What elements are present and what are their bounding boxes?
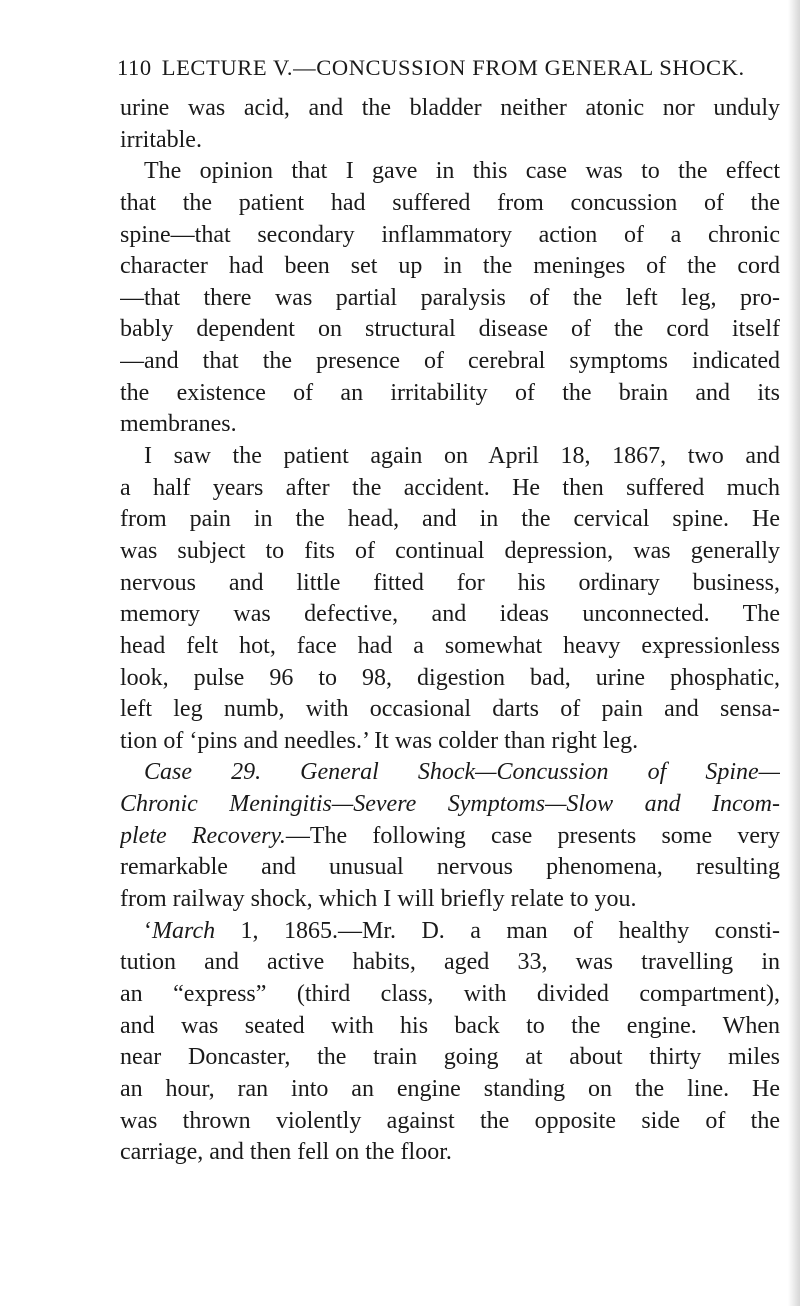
text-line bbox=[120, 409, 780, 441]
text-segment: The opinion that I gave in this case was to the effect bbox=[144, 158, 780, 185]
text-line bbox=[120, 694, 780, 726]
text-segment: look, pulse 96 to 98, digestion bad, urine phosphatic, bbox=[120, 664, 780, 691]
text-segment: from pain in the head, and in the cervical spine. He bbox=[120, 506, 780, 533]
text-line bbox=[120, 283, 780, 315]
text-line bbox=[120, 251, 780, 283]
paragraph bbox=[120, 93, 780, 156]
running-header bbox=[117, 55, 747, 81]
text-segment: —that there was partial paralysis of the left leg, pro- bbox=[120, 284, 780, 311]
text-line bbox=[120, 93, 780, 125]
text-segment: Chronic Meningitis—Severe Symptoms—Slow and Incom- bbox=[120, 791, 780, 818]
text-line bbox=[120, 947, 780, 979]
text-line bbox=[120, 1011, 780, 1043]
paragraph bbox=[120, 441, 780, 757]
text-segment: and was seated with his back to the engine. When bbox=[120, 1012, 780, 1039]
text-segment: near Doncaster, the train going at about thirty miles bbox=[120, 1044, 780, 1071]
text-line bbox=[120, 188, 780, 220]
text-line bbox=[120, 1074, 780, 1106]
text-line bbox=[120, 125, 780, 157]
text-line bbox=[120, 504, 780, 536]
page-edge-shadow bbox=[788, 0, 800, 1306]
text-segment: from railway shock, which I will briefly relate to you. bbox=[120, 886, 637, 913]
text-segment: ‘ bbox=[144, 917, 152, 944]
text-segment: carriage, and then fell on the floor. bbox=[120, 1139, 452, 1166]
text-segment: remarkable and unusual nervous phenomena, resulting bbox=[120, 854, 780, 881]
text-segment: March bbox=[152, 917, 216, 944]
text-line bbox=[120, 821, 780, 853]
text-segment: memory was defective, and ideas unconnected. The bbox=[120, 601, 780, 628]
text-line bbox=[120, 726, 780, 758]
text-line bbox=[120, 346, 780, 378]
text-segment: irritable. bbox=[120, 126, 202, 153]
text-line bbox=[120, 156, 780, 188]
text-line bbox=[120, 220, 780, 252]
paragraph bbox=[120, 916, 780, 1169]
text-segment: —The following case presents some very bbox=[285, 822, 780, 849]
text-line bbox=[120, 473, 780, 505]
text-segment: an “express” (third class, with divided compartment), bbox=[120, 980, 780, 1007]
text-line bbox=[120, 884, 780, 916]
text-segment: head felt hot, face had a somewhat heavy expressionless bbox=[120, 632, 780, 659]
text-segment: an hour, ran into an engine standing on the line. He bbox=[120, 1075, 780, 1102]
running-title: LECTURE V.—CONCUSSION FROM GENERAL SHOCK. bbox=[161, 55, 745, 80]
text-segment: bably dependent on structural disease of the cord itself bbox=[120, 316, 780, 343]
text-segment: the existence of an irritability of the brain and its bbox=[120, 379, 780, 406]
page-number: 110 bbox=[117, 55, 152, 80]
text-segment: was thrown violently against the opposite side of the bbox=[120, 1107, 780, 1134]
text-line bbox=[120, 314, 780, 346]
text-segment: urine was acid, and the bladder neither atonic nor unduly bbox=[120, 95, 780, 121]
text-segment: a half years after the accident. He then suffered much bbox=[120, 474, 780, 501]
text-line bbox=[120, 1137, 780, 1169]
text-line bbox=[120, 663, 780, 695]
text-segment: tion of ‘pins and needles.’ It was colder than right leg. bbox=[120, 727, 639, 754]
text-segment: nervous and little fitted for his ordinary business, bbox=[120, 569, 780, 596]
text-segment: spine—that secondary inflammatory action of a chronic bbox=[120, 221, 780, 248]
paragraph bbox=[120, 757, 780, 915]
text-line bbox=[120, 979, 780, 1011]
text-line bbox=[120, 568, 780, 600]
text-segment: that the patient had suffered from concussion of the bbox=[120, 189, 780, 216]
text-segment: left leg numb, with occasional darts of pain and sensa- bbox=[120, 696, 780, 723]
text-segment: tution and active habits, aged 33, was travelling in bbox=[120, 949, 780, 976]
text-segment: membranes. bbox=[120, 411, 237, 438]
text-line bbox=[120, 1106, 780, 1138]
text-line bbox=[120, 852, 780, 884]
text-segment: plete Recovery. bbox=[120, 822, 286, 849]
text-line bbox=[120, 631, 780, 663]
paragraph bbox=[120, 156, 780, 441]
text-segment: was subject to fits of continual depression, was generally bbox=[120, 537, 780, 564]
text-line bbox=[120, 1042, 780, 1074]
text-line bbox=[120, 441, 780, 473]
text-line bbox=[120, 757, 780, 789]
body-text bbox=[120, 93, 780, 1169]
text-segment: I saw the patient again on April 18, 1867, two and bbox=[144, 443, 780, 470]
text-line bbox=[120, 536, 780, 568]
text-segment: —and that the presence of cerebral symptoms indicated bbox=[120, 348, 780, 375]
text-line bbox=[120, 916, 780, 948]
text-segment: 1, 1865.—Mr. D. a man of healthy consti- bbox=[215, 917, 780, 944]
text-line bbox=[120, 789, 780, 821]
text-segment: Case 29. General Shock—Concussion of Spine— bbox=[144, 759, 780, 786]
text-line bbox=[120, 378, 780, 410]
text-segment: character had been set up in the meninges of the cord bbox=[120, 253, 780, 280]
text-line bbox=[120, 599, 780, 631]
